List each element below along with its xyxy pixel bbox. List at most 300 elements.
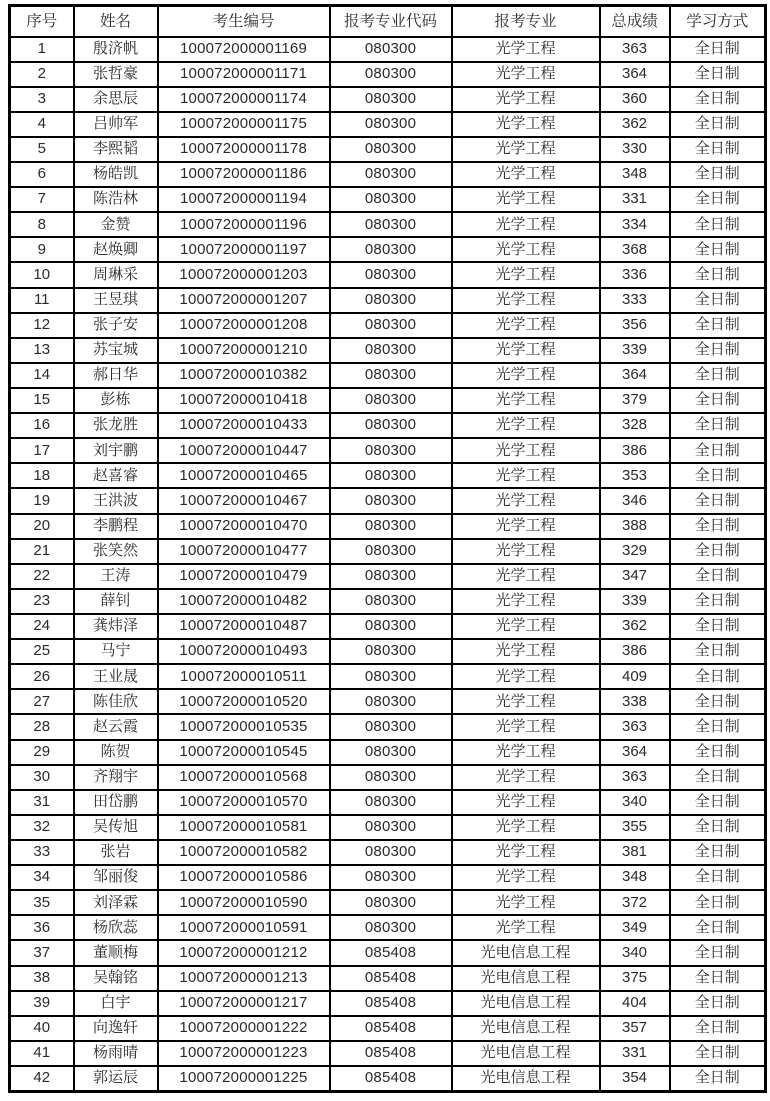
table-row [10,714,766,739]
cell-mode: 全日制 [670,438,766,463]
cell-major: 光学工程 [452,614,600,639]
table-row [10,438,766,463]
cell-code: 100072000010586 [158,865,330,890]
cell-major: 光学工程 [452,915,600,940]
cell-major: 光学工程 [452,413,600,438]
cell-mode: 全日制 [670,815,766,840]
cell-no: 12 [10,313,74,338]
cell-name: 龚炜泽 [74,614,158,639]
cell-name: 刘宇鹏 [74,438,158,463]
cell-score: 381 [600,840,670,865]
cell-major: 光学工程 [452,137,600,162]
cell-name: 张笑然 [74,539,158,564]
cell-major_code: 080300 [330,488,452,513]
cell-no: 14 [10,363,74,388]
cell-mode: 全日制 [670,363,766,388]
cell-code: 100072000010467 [158,488,330,513]
table-row [10,187,766,212]
cell-score: 348 [600,162,670,187]
cell-name: 王业晟 [74,664,158,689]
cell-major_code: 085408 [330,1066,452,1092]
cell-score: 356 [600,313,670,338]
cell-major: 光学工程 [452,514,600,539]
cell-major: 光学工程 [452,262,600,287]
cell-no: 10 [10,262,74,287]
cell-score: 363 [600,37,670,62]
cell-code: 100072000001178 [158,137,330,162]
cell-major: 光学工程 [452,890,600,915]
cell-mode: 全日制 [670,890,766,915]
cell-score: 330 [600,137,670,162]
cell-no: 31 [10,790,74,815]
cell-mode: 全日制 [670,689,766,714]
cell-mode: 全日制 [670,162,766,187]
cell-major_code: 080300 [330,363,452,388]
cell-code: 100072000010487 [158,614,330,639]
table-row [10,589,766,614]
cell-no: 17 [10,438,74,463]
table-row [10,313,766,338]
cell-code: 100072000010479 [158,564,330,589]
cell-major: 光学工程 [452,438,600,463]
cell-name: 董顺梅 [74,940,158,965]
cell-major_code: 080300 [330,237,452,262]
table-row [10,514,766,539]
cell-mode: 全日制 [670,112,766,137]
table-row [10,237,766,262]
cell-major: 光学工程 [452,564,600,589]
table-row [10,1066,766,1092]
cell-score: 372 [600,890,670,915]
cell-major_code: 085408 [330,991,452,1016]
cell-major: 光电信息工程 [452,1066,600,1092]
cell-major: 光学工程 [452,589,600,614]
cell-major_code: 080300 [330,112,452,137]
cell-code: 100072000010470 [158,514,330,539]
cell-code: 100072000001212 [158,940,330,965]
cell-mode: 全日制 [670,589,766,614]
cell-score: 386 [600,438,670,463]
cell-no: 30 [10,765,74,790]
cell-name: 齐翔宇 [74,765,158,790]
table-row [10,288,766,313]
cell-major: 光学工程 [452,488,600,513]
table-row [10,262,766,287]
cell-no: 32 [10,815,74,840]
cell-mode: 全日制 [670,262,766,287]
cell-major_code: 080300 [330,438,452,463]
cell-major_code: 080300 [330,614,452,639]
cell-no: 22 [10,564,74,589]
cell-mode: 全日制 [670,488,766,513]
cell-major_code: 080300 [330,589,452,614]
cell-no: 40 [10,1016,74,1041]
cell-major_code: 080300 [330,87,452,112]
table-row [10,62,766,87]
cell-no: 15 [10,388,74,413]
cell-mode: 全日制 [670,915,766,940]
cell-code: 100072000001171 [158,62,330,87]
cell-no: 6 [10,162,74,187]
cell-major_code: 080300 [330,890,452,915]
column-header-name: 姓名 [74,6,158,37]
table-body [10,37,766,1092]
cell-no: 2 [10,62,74,87]
cell-score: 363 [600,765,670,790]
cell-major: 光学工程 [452,288,600,313]
cell-no: 37 [10,940,74,965]
cell-code: 100072000010581 [158,815,330,840]
cell-major_code: 085408 [330,940,452,965]
cell-mode: 全日制 [670,539,766,564]
cell-major_code: 080300 [330,840,452,865]
cell-major: 光学工程 [452,765,600,790]
cell-code: 100072000001197 [158,237,330,262]
cell-name: 李熙韬 [74,137,158,162]
cell-name: 赵喜睿 [74,463,158,488]
cell-mode: 全日制 [670,313,766,338]
cell-score: 388 [600,514,670,539]
cell-no: 13 [10,338,74,363]
cell-code: 100072000010590 [158,890,330,915]
cell-score: 379 [600,388,670,413]
cell-mode: 全日制 [670,237,766,262]
cell-major_code: 080300 [330,212,452,237]
column-header-code: 考生编号 [158,6,330,37]
table-row [10,740,766,765]
cell-code: 100072000001175 [158,112,330,137]
cell-score: 362 [600,112,670,137]
cell-code: 100072000001186 [158,162,330,187]
cell-name: 余思辰 [74,87,158,112]
cell-no: 8 [10,212,74,237]
cell-major: 光学工程 [452,62,600,87]
cell-major_code: 080300 [330,740,452,765]
cell-name: 苏宝城 [74,338,158,363]
cell-score: 347 [600,564,670,589]
cell-code: 100072000001174 [158,87,330,112]
cell-major: 光学工程 [452,112,600,137]
cell-no: 35 [10,890,74,915]
cell-major: 光学工程 [452,37,600,62]
cell-score: 353 [600,463,670,488]
cell-major: 光学工程 [452,363,600,388]
cell-score: 364 [600,62,670,87]
cell-major: 光学工程 [452,237,600,262]
cell-mode: 全日制 [670,413,766,438]
cell-code: 100072000010418 [158,388,330,413]
cell-no: 19 [10,488,74,513]
cell-code: 100072000010493 [158,639,330,664]
cell-mode: 全日制 [670,388,766,413]
cell-score: 328 [600,413,670,438]
cell-name: 赵云霞 [74,714,158,739]
cell-code: 100072000010447 [158,438,330,463]
cell-score: 331 [600,187,670,212]
table-row [10,840,766,865]
column-header-no: 序号 [10,6,74,37]
cell-major: 光学工程 [452,162,600,187]
cell-name: 吕帅军 [74,112,158,137]
cell-code: 100072000001203 [158,262,330,287]
table-row [10,689,766,714]
cell-score: 336 [600,262,670,287]
cell-code: 100072000001194 [158,187,330,212]
cell-major: 光学工程 [452,664,600,689]
table-row [10,488,766,513]
cell-major_code: 080300 [330,714,452,739]
cell-no: 18 [10,463,74,488]
cell-code: 100072000010535 [158,714,330,739]
table-row [10,137,766,162]
cell-major: 光学工程 [452,463,600,488]
cell-mode: 全日制 [670,288,766,313]
cell-code: 100072000001222 [158,1016,330,1041]
table-row [10,915,766,940]
cell-code: 100072000010545 [158,740,330,765]
cell-score: 340 [600,790,670,815]
cell-no: 9 [10,237,74,262]
cell-major: 光学工程 [452,639,600,664]
cell-major_code: 080300 [330,865,452,890]
cell-major_code: 080300 [330,915,452,940]
cell-major_code: 080300 [330,463,452,488]
cell-code: 100072000010570 [158,790,330,815]
cell-no: 42 [10,1066,74,1092]
cell-mode: 全日制 [670,940,766,965]
cell-no: 1 [10,37,74,62]
cell-major_code: 085408 [330,1016,452,1041]
cell-score: 354 [600,1066,670,1092]
cell-mode: 全日制 [670,790,766,815]
cell-score: 355 [600,815,670,840]
cell-mode: 全日制 [670,1016,766,1041]
cell-score: 329 [600,539,670,564]
candidate-roster-table [8,4,767,1093]
cell-mode: 全日制 [670,664,766,689]
cell-major_code: 080300 [330,413,452,438]
cell-major: 光电信息工程 [452,940,600,965]
table-row [10,363,766,388]
cell-name: 郭运辰 [74,1066,158,1092]
cell-major: 光电信息工程 [452,966,600,991]
cell-name: 张子安 [74,313,158,338]
cell-no: 20 [10,514,74,539]
cell-name: 王昱琪 [74,288,158,313]
cell-name: 李鹏程 [74,514,158,539]
cell-mode: 全日制 [670,966,766,991]
cell-code: 100072000001196 [158,212,330,237]
cell-score: 331 [600,1041,670,1066]
cell-name: 张龙胜 [74,413,158,438]
cell-code: 100072000001223 [158,1041,330,1066]
cell-major: 光学工程 [452,338,600,363]
cell-name: 陈贺 [74,740,158,765]
table-row [10,664,766,689]
cell-name: 田岱鹏 [74,790,158,815]
table-row [10,639,766,664]
cell-score: 338 [600,689,670,714]
cell-name: 陈佳欣 [74,689,158,714]
cell-major_code: 080300 [330,187,452,212]
cell-major: 光学工程 [452,87,600,112]
table-row [10,890,766,915]
cell-no: 38 [10,966,74,991]
cell-name: 殷济帆 [74,37,158,62]
table-header-row [10,6,766,37]
cell-mode: 全日制 [670,137,766,162]
cell-mode: 全日制 [670,187,766,212]
cell-major_code: 080300 [330,338,452,363]
cell-code: 100072000010511 [158,664,330,689]
cell-score: 368 [600,237,670,262]
table-row [10,564,766,589]
cell-mode: 全日制 [670,765,766,790]
cell-no: 4 [10,112,74,137]
table-row [10,413,766,438]
cell-no: 16 [10,413,74,438]
cell-name: 刘泽霖 [74,890,158,915]
cell-no: 24 [10,614,74,639]
cell-major_code: 080300 [330,137,452,162]
cell-no: 21 [10,539,74,564]
cell-score: 339 [600,589,670,614]
cell-score: 409 [600,664,670,689]
cell-no: 39 [10,991,74,1016]
table-row [10,966,766,991]
cell-score: 349 [600,915,670,940]
cell-code: 100072000010591 [158,915,330,940]
cell-score: 357 [600,1016,670,1041]
cell-score: 362 [600,614,670,639]
cell-major_code: 080300 [330,514,452,539]
cell-name: 吴传旭 [74,815,158,840]
cell-major: 光学工程 [452,714,600,739]
cell-mode: 全日制 [670,639,766,664]
cell-name: 薛钊 [74,589,158,614]
cell-score: 360 [600,87,670,112]
cell-major: 光电信息工程 [452,1041,600,1066]
cell-code: 100072000010482 [158,589,330,614]
table-row [10,765,766,790]
cell-mode: 全日制 [670,614,766,639]
cell-major: 光学工程 [452,313,600,338]
cell-score: 364 [600,740,670,765]
cell-no: 11 [10,288,74,313]
cell-major_code: 080300 [330,790,452,815]
cell-major_code: 080300 [330,162,452,187]
cell-no: 3 [10,87,74,112]
table-row [10,815,766,840]
column-header-mode: 学习方式 [670,6,766,37]
table-row [10,1041,766,1066]
cell-code: 100072000010520 [158,689,330,714]
cell-no: 26 [10,664,74,689]
cell-major: 光学工程 [452,539,600,564]
cell-score: 363 [600,714,670,739]
table-row [10,388,766,413]
cell-no: 5 [10,137,74,162]
cell-code: 100072000001210 [158,338,330,363]
cell-score: 340 [600,940,670,965]
cell-major_code: 080300 [330,664,452,689]
cell-major: 光学工程 [452,187,600,212]
cell-name: 吴翰铭 [74,966,158,991]
cell-name: 周琳采 [74,262,158,287]
cell-mode: 全日制 [670,714,766,739]
cell-mode: 全日制 [670,1066,766,1092]
cell-code: 100072000010477 [158,539,330,564]
cell-mode: 全日制 [670,62,766,87]
cell-no: 23 [10,589,74,614]
cell-mode: 全日制 [670,338,766,363]
cell-code: 100072000001169 [158,37,330,62]
cell-no: 7 [10,187,74,212]
cell-major: 光学工程 [452,790,600,815]
cell-major: 光电信息工程 [452,991,600,1016]
cell-mode: 全日制 [670,740,766,765]
cell-major_code: 080300 [330,313,452,338]
column-header-major: 报考专业 [452,6,600,37]
cell-code: 100072000001213 [158,966,330,991]
cell-major_code: 085408 [330,966,452,991]
table-row [10,539,766,564]
table-row [10,463,766,488]
table-row [10,37,766,62]
cell-mode: 全日制 [670,1041,766,1066]
cell-code: 100072000001217 [158,991,330,1016]
cell-name: 金赞 [74,212,158,237]
column-header-major_code: 报考专业代码 [330,6,452,37]
cell-major: 光学工程 [452,689,600,714]
cell-code: 100072000010382 [158,363,330,388]
cell-name: 彭栋 [74,388,158,413]
cell-no: 25 [10,639,74,664]
cell-code: 100072000010465 [158,463,330,488]
cell-score: 348 [600,865,670,890]
table-row [10,112,766,137]
table-row [10,614,766,639]
table-row [10,865,766,890]
cell-mode: 全日制 [670,991,766,1016]
cell-mode: 全日制 [670,463,766,488]
table-row [10,212,766,237]
cell-code: 100072000001207 [158,288,330,313]
cell-major_code: 080300 [330,815,452,840]
cell-name: 邹丽俊 [74,865,158,890]
cell-major: 光学工程 [452,388,600,413]
cell-no: 41 [10,1041,74,1066]
table-row [10,790,766,815]
cell-name: 王洪波 [74,488,158,513]
table-row [10,1016,766,1041]
cell-name: 赵焕卿 [74,237,158,262]
cell-name: 张哲豪 [74,62,158,87]
cell-name: 王涛 [74,564,158,589]
cell-code: 100072000010568 [158,765,330,790]
cell-major: 光学工程 [452,815,600,840]
cell-major_code: 080300 [330,765,452,790]
cell-score: 333 [600,288,670,313]
cell-major_code: 080300 [330,62,452,87]
cell-score: 375 [600,966,670,991]
cell-score: 334 [600,212,670,237]
cell-no: 27 [10,689,74,714]
table-row [10,991,766,1016]
cell-mode: 全日制 [670,87,766,112]
cell-major: 光学工程 [452,840,600,865]
cell-name: 白宇 [74,991,158,1016]
